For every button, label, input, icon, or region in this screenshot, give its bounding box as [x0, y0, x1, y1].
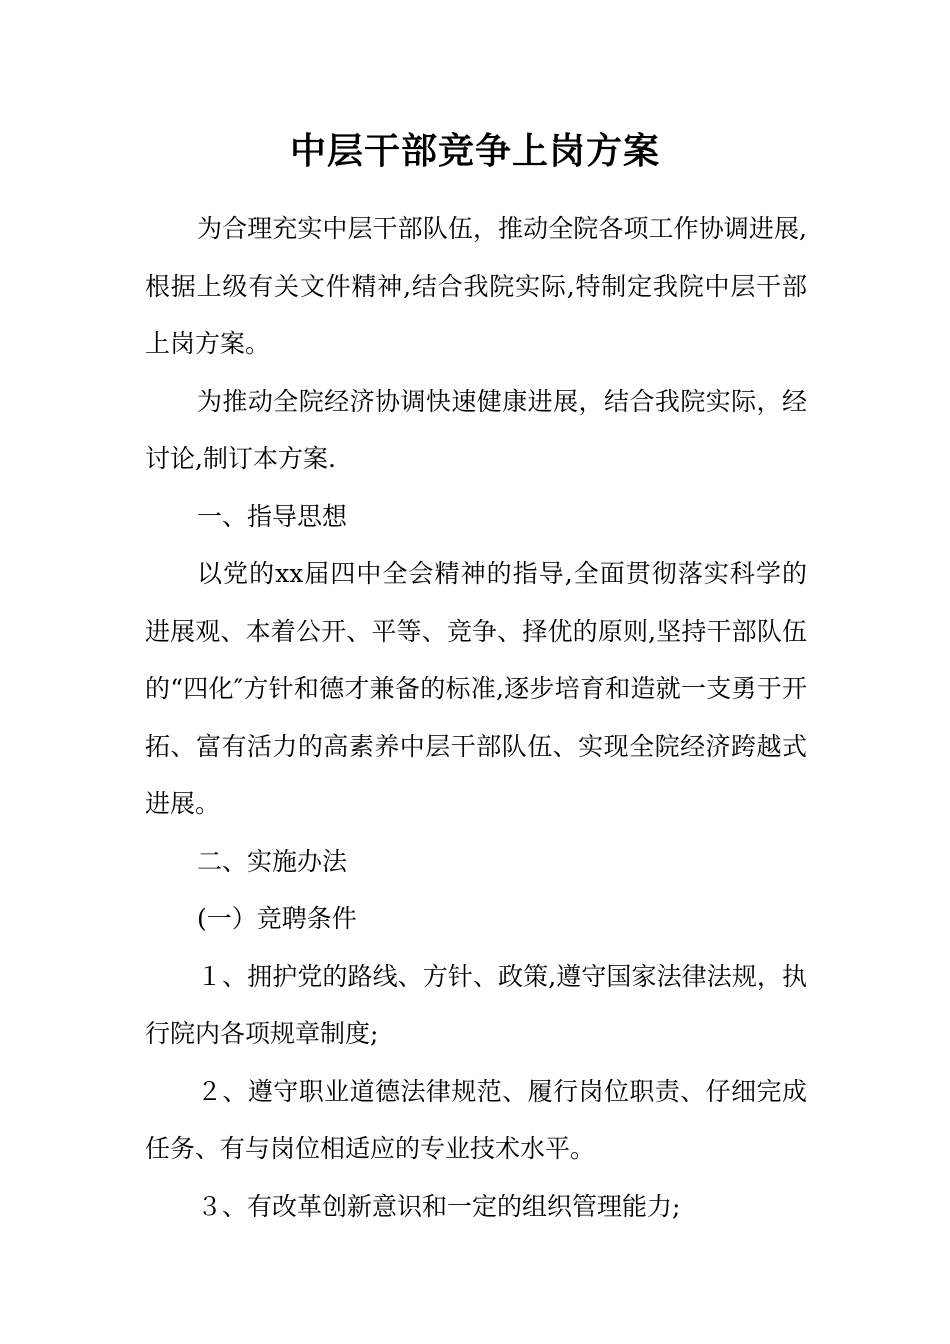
section-heading-guiding-ideology: 一、指导思想 — [197, 501, 348, 531]
document-body — [145, 200, 807, 1235]
list-item-condition-3: ３、有改革创新意识和一定的组织管理能力; — [197, 1191, 681, 1221]
paragraph-guiding-ideology: 以党的xx届四中全会精神的指导,全面贯彻落实科学的进展观、本着公开、平等、竞争、择优的原则,坚持干部队伍的“四化″方针和德才兼备的标准,逐步培育和造就一支勇于开拓、富有活力的高素养中层干部队伍、实现全院经济跨越式进展。 — [145, 559, 807, 818]
section-heading-implementation: 二、实施办法 — [197, 846, 348, 876]
subsection-heading-conditions: (一）竞聘条件 — [197, 904, 357, 933]
document-title: 中层干部竞争上岗方案 — [289, 131, 660, 172]
list-item-condition-1: １、拥护党的路线、方针、政策,遵守国家法律法规，执行院内各项规章制度; — [145, 961, 807, 1048]
paragraph-purpose: 为推动全院经济协调快速健康进展，结合我院实际，经讨论,制订本方案. — [145, 386, 807, 473]
paragraph-intro: 为合理充实中层干部队伍，推动全院各项工作协调进展,根据上级有关文件精神,结合我院实际,特制定我院中层干部上岗方案。 — [145, 214, 807, 358]
list-item-condition-2: ２、遵守职业道德法律规范、履行岗位职责、仔细完成任务、有与岗位相适应的专业技术水平。 — [145, 1076, 807, 1163]
